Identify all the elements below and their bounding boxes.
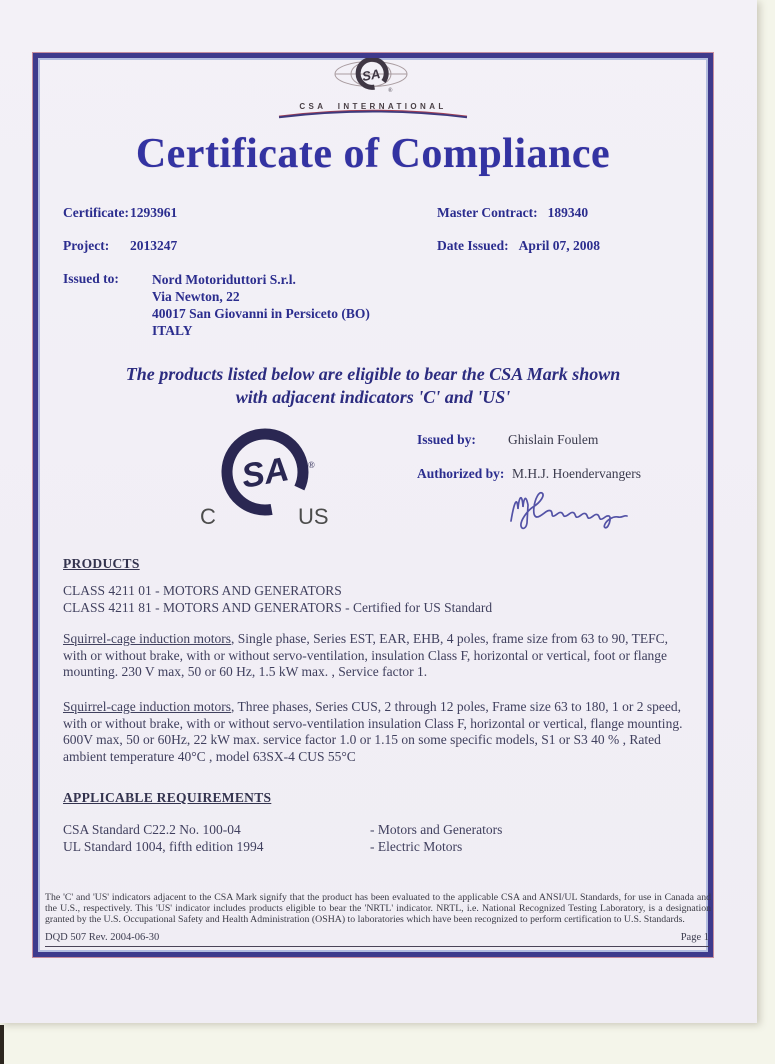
requirement-standard: CSA Standard C22.2 No. 100-04 xyxy=(63,822,241,837)
doc-code: DQD 507 Rev. 2004-06-30 xyxy=(45,932,160,943)
csa-wordmark: CSA INTERNATIONAL xyxy=(299,102,447,111)
date-issued xyxy=(437,238,600,254)
issued-to-label: Issued to: xyxy=(63,271,119,286)
issued-by-label: Issued by: xyxy=(417,432,476,447)
product-class-2: CLASS 4211 81 - MOTORS AND GENERATORS - Certified for US Standard xyxy=(63,600,493,615)
signature xyxy=(505,485,655,533)
para2-rest: , Three phases, Series CUS, 2 through 12 poles, Frame size 63 to 180, 1 or 2 speed, with or without brake, with or without servo-ventilation insulation Class F, horizontal or vertical, flange mounting. 600V max, 50 or 60Hz, 22 kW max. service factor 1.0 or 1.15 on some specific models, S1 or S3 40 % , Rated ambient temperature 40°C , model 63SX-4 CUS 55°C xyxy=(63,699,683,764)
address-line: ITALY xyxy=(152,323,193,338)
authorized-by-value: M.H.J. Hoendervangers xyxy=(512,466,641,481)
date-issued-label: Date Issued: xyxy=(437,238,509,253)
issued-by-value: Ghislain Foulem xyxy=(508,432,599,447)
page-title: Certificate of Compliance xyxy=(135,131,611,177)
para1-rest: , Single phase, Series EST, EAR, EHB, 4 poles, frame size from 63 to 90, TEFC, with or without brake, with or without servo-ventilation, insulation Class F, horizontal or vertical, foot or flange mounting. 230 V max, 50 or 60 Hz, 1.5 kW max. , Service factor 1. xyxy=(63,631,669,679)
master-contract-label: Master Contract: xyxy=(437,205,538,220)
requirement-row xyxy=(63,822,683,839)
csa-monogram: SA xyxy=(360,66,382,84)
signature-icon xyxy=(505,485,655,533)
address-line: Nord Motoriduttori S.r.l. xyxy=(152,272,296,287)
address-line: Via Newton, 22 xyxy=(152,289,240,304)
requirement-standard: UL Standard 1004, fifth edition 1994 xyxy=(63,839,264,854)
swoosh-icon xyxy=(277,108,469,120)
statement-line-2: with adjacent indicators 'C' and 'US' xyxy=(235,387,511,407)
certificate-label: Certificate: xyxy=(63,205,129,220)
requirement-row xyxy=(63,839,683,856)
date-issued-value: April 07, 2008 xyxy=(518,238,601,253)
issued-to-address xyxy=(152,271,370,339)
para1-lead: Squirrel-cage induction motors xyxy=(63,631,231,646)
mark-monogram: SA xyxy=(238,450,292,496)
products-heading: PRODUCTS xyxy=(63,556,140,571)
csa-mark-icon xyxy=(180,420,348,532)
certificate-value: 1293961 xyxy=(130,205,178,220)
para2-lead: Squirrel-cage induction motors xyxy=(63,699,231,714)
address-line: 40017 San Giovanni in Persiceto (BO) xyxy=(152,306,370,321)
registered-mark: ® xyxy=(388,88,393,94)
project-value: 2013247 xyxy=(130,238,178,253)
scan-edge-artifact xyxy=(0,1025,4,1064)
master-contract xyxy=(437,205,588,221)
master-contract-value: 189340 xyxy=(547,205,589,220)
product-paragraph-2 xyxy=(63,699,695,765)
statement-line-1: The products listed below are eligible to bear the CSA Mark shown xyxy=(125,364,621,384)
product-class-1: CLASS 4211 01 - MOTORS AND GENERATORS xyxy=(63,583,342,598)
csa-international-logo xyxy=(33,58,713,111)
legal-footnote: The 'C' and 'US' indicators adjacent to the CSA Mark signify that the product has been evaluated to the applicable CSA and ANSI/UL Standards, for use in Canada and the U.S., respectively. This 'US' indicator includes products eligible to bear the 'NRTL' indicator. NRTL, i.e. National Recognized Testing Laboratory, is a designation granted by the U.S. Occupational Safety and Health Administration (OSHA) to laboratories which have been recognized to perform certification to U.S. Standards. xyxy=(45,892,711,925)
csa-globe-logo-icon xyxy=(308,58,438,100)
page-number: Page 1 xyxy=(680,932,709,943)
csa-cus-mark xyxy=(180,420,348,532)
mark-registered: ® xyxy=(308,460,315,470)
requirements-heading: APPLICABLE REQUIREMENTS xyxy=(63,790,272,805)
requirement-description: - Electric Motors xyxy=(370,839,463,854)
requirement-description: - Motors and Generators xyxy=(370,822,503,837)
mark-us-indicator: US xyxy=(298,504,329,529)
mark-c-indicator: C xyxy=(200,504,216,529)
authorized-by-label: Authorized by: xyxy=(417,466,505,481)
project-label: Project: xyxy=(63,238,110,253)
footer-row xyxy=(45,932,709,947)
swoosh-divider xyxy=(33,108,713,120)
product-paragraph-1 xyxy=(63,631,695,681)
eligibility-statement xyxy=(33,363,713,409)
